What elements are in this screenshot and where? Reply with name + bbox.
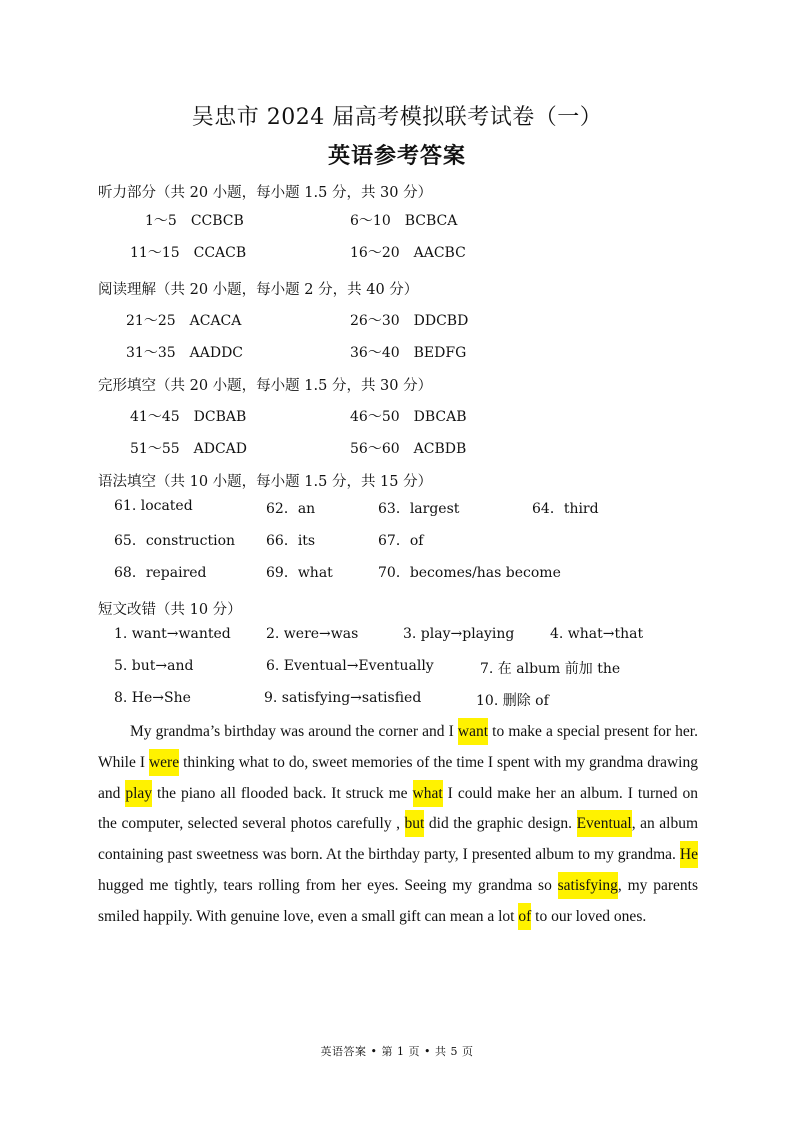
- passage-paragraph: [98, 717, 698, 933]
- correction-passage: [98, 717, 698, 933]
- error-highlight: were: [149, 749, 179, 776]
- passage-text: the piano all flooded back. It struck me: [152, 784, 413, 802]
- answer-group: 21～25 ACACA: [126, 313, 242, 329]
- passage-text: hugged me tightly, tears rolling from her eyes. Seeing my grandma so: [98, 876, 558, 894]
- passage-text: , an album containing past sweetness was born. At the birthday party, I presented: [98, 815, 698, 864]
- page-footer: 英语答案 • 第 1 页 • 共 5 页: [320, 1045, 474, 1058]
- error-highlight: He: [680, 841, 698, 868]
- error-highlight: of: [518, 903, 531, 930]
- correction-item: 7. 在 album 前加 the: [480, 661, 621, 677]
- passage-text: to our loved ones.: [531, 907, 647, 925]
- error-highlight: what: [413, 780, 443, 807]
- correction-item: 4. what→that: [550, 626, 644, 642]
- passage-text: , my parents smiled happily. With genuine love, even a small gift can mean a lot: [98, 876, 698, 925]
- answer-item: 64．third: [532, 501, 599, 517]
- error-highlight: satisfying: [558, 872, 618, 899]
- passage-text: My grandma’s birthday was around the corner and I: [130, 723, 458, 740]
- answer-item: 70．becomes/has become: [378, 565, 561, 581]
- answer-group: 31～35 AADDC: [126, 345, 244, 361]
- answer-group: 41～45 DCBAB: [130, 409, 247, 425]
- answer-group: 16～20 AACBC: [350, 245, 466, 261]
- answer-group: 56～60 ACBDB: [350, 441, 467, 457]
- answer-group: 46～50 DBCAB: [350, 409, 467, 425]
- answer-group: 26～30 DDCBD: [350, 313, 469, 329]
- section-heading-grammar: 语法填空（共 10 小题，每小题 1.5 分，共 15 分）: [98, 474, 433, 490]
- correction-item: 5. but→and: [114, 658, 194, 674]
- answer-group: 51～55 ADCAD: [130, 441, 248, 457]
- correction-item: 2. were→was: [266, 626, 359, 642]
- correction-item: 9. satisfying→satisfied: [264, 690, 422, 706]
- answer-group: 11～15 CCACB: [130, 245, 247, 261]
- section-heading-listening: 听力部分（共 20 小题，每小题 1.5 分，共 30 分）: [98, 185, 433, 201]
- passage-text: thinking what to do, sweet memories of the time I spent with my grandma drawing and: [98, 753, 698, 802]
- answer-group: 6～10 BCBCA: [350, 213, 458, 229]
- passage-text: I could make her an album. I turned on the computer, selected several photos carefully ,: [98, 784, 698, 833]
- exam-title: 吴忠市 2024 届高考模拟联考试卷（一）: [191, 105, 603, 130]
- correction-item: 8. He→She: [114, 690, 191, 706]
- error-highlight: Eventual: [577, 810, 632, 837]
- answer-item: 63．largest: [378, 501, 460, 517]
- answer-item: 65．construction: [114, 533, 236, 549]
- answer-group: 1～5 CCBCB: [145, 213, 244, 229]
- answer-item: 62．an: [266, 501, 316, 517]
- answer-item: 69．what: [266, 565, 333, 581]
- answer-group: 36～40 BEDFG: [350, 345, 467, 361]
- correction-item: 6. Eventual→Eventually: [266, 658, 434, 674]
- correction-item: 3. play→playing: [403, 626, 515, 642]
- error-highlight: play: [125, 780, 152, 807]
- passage-text: did the graphic design.: [424, 815, 577, 833]
- answer-item: 66．its: [266, 533, 316, 549]
- error-highlight: but: [405, 810, 425, 837]
- answer-item: 61. located: [114, 498, 193, 514]
- answer-item: 68．repaired: [114, 565, 207, 581]
- correction-item: 1. want→wanted: [114, 626, 231, 642]
- error-highlight: want: [458, 718, 488, 745]
- answer-key-title: 英语参考答案: [327, 143, 466, 169]
- answer-item: 67．of: [378, 533, 424, 549]
- correction-item: 10. 删除 of: [476, 693, 549, 709]
- passage-text: album to my grandma.: [535, 846, 680, 864]
- passage-text: to make a special present for her. While I: [98, 723, 698, 771]
- section-heading-correction: 短文改错（共 10 分）: [98, 602, 242, 618]
- section-heading-reading: 阅读理解（共 20 小题，每小题 2 分，共 40 分）: [98, 282, 419, 298]
- section-heading-cloze: 完形填空（共 20 小题，每小题 1.5 分，共 30 分）: [98, 378, 433, 394]
